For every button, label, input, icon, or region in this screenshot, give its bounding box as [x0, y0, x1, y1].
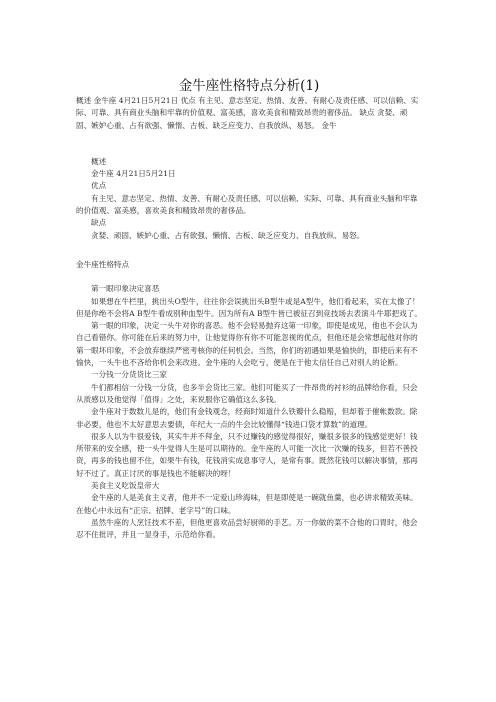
- subsection-heading: 第一眼印象决定喜恶: [91, 284, 160, 294]
- subsection-heading: 一分钱一分货货比三家: [91, 370, 167, 380]
- overview-heading: 概述: [91, 156, 107, 166]
- overview-pros-text: 有主见、意志坚定、热情、友善、有耐心及责任感、可以信赖、实际、可靠、具有商业头脑和牢靠的价值观、富美感，喜欢美食和精致昂贵的奢侈品。: [76, 193, 418, 216]
- overview-pros-label: 优点: [91, 181, 107, 191]
- overview-cons-text: 贪婪、顽固、嫉妒心重、占有欲强、懒惰、古板、缺乏应变力、自我放纵、易怒。: [91, 230, 365, 240]
- subsection-heading: 美食主义吃饭皇帝大: [91, 481, 160, 491]
- body-paragraph: 第一眼的印象，决定一头牛对你的喜恶。他不会轻易抛弃这第一印象，即使是成见，他也不会认为自己看错你。你可能在后来的努力中，让他觉得你有你不可能忽视的优点，但他还是会常想起他对你的第一眼坏印象，不会放弃继续严密考核你的任何机会。当然，你们的初遇如果是愉快的，即使后来有不愉快，一头牛也不吝给你机会来改进。金牛座的人会吃亏，便是在于他太信任自己对别人的论断。: [76, 321, 418, 368]
- overview-cons-label: 缺点: [91, 218, 107, 228]
- section-money: [76, 369, 422, 480]
- body-paragraph: 牛们都相信一分钱一分货，也多半会货比三家。他们可能买了一件昂贵的衬衫的品牌给你看，只会从质感以及他觉得「值得」之处，来说服你它确值这么多钱。: [76, 382, 418, 404]
- body-paragraph: 如果想在牛栏里，挑出头O型牛，往往你会误挑出头B型牛或是A型牛，他们看起来，实在太像了！但是你绝不会将A B型牛看成别种血型牛。因为所有A B型牛皆已被征召到竞技场去表演斗牛耶把戏了。: [76, 296, 422, 318]
- document-title: 金牛座性格特点分析(1): [178, 78, 320, 94]
- section-heading: 金牛座性格特点: [76, 259, 130, 269]
- body-paragraph: 金牛座对于数数儿是的，他们有金钱观念，经商时知道什么铁瓣什么稳赔，但却着于催帐数款。除非必要，他也不太好意思去要债，年纪大一点的牛会比较懂得“钱进口袋才算数”的道理。: [76, 407, 418, 429]
- summary-paragraph: 概述 金牛座 4月21日5月21日 优点 有主见、意志坚定、热情、友善、有耐心及责任感、可以信赖、实际、可靠、具有商业头脑和牢靠的价值观、富美感，喜欢美食和精致昂贵的奢侈品。 缺点 贪婪、顽固、嫉妒心重、占有欲强、懒惰、古板、缺乏应变力、自我放纵、易怒。 金牛: [76, 96, 419, 130]
- body-paragraph: 虽然牛座的人烹饪技术不差，但他更喜欢品尝好厨师的手艺。万一你做的菜不合他的口胃时，他会忍不住批评，并且一显身手，示范给你看。: [76, 517, 418, 540]
- section-food: [76, 480, 422, 541]
- body-paragraph: 金牛座的人是美食主义者，他并不一定爱山珍海味，但是即使是一碗就鱼羹，也必讲求精致美味。在他心中永远有“正宗、招牌、老字号”的口味。: [76, 493, 418, 515]
- overview-block: [76, 156, 422, 242]
- overview-date-line: 金牛座 4月21日5月21日: [91, 169, 176, 179]
- section-first-impression: [76, 283, 422, 369]
- body-paragraph: 很多人以为牛很爱钱，其实牛并不拜金，只不过赚钱的感觉得很好，赚很多很多的钱感觉更好！钱所带来的安全感，使一头牛觉得人生是可以期待的。金牛座的人可能一次比一次赚的钱多，但若不善投资，再多的钱也留不住，如果牛有钱，花钱消实成息事守人，是常有事。既然花钱可以解决事情，那再好不过了。真正讨厌的事是钱也不能解决的呀！: [76, 431, 418, 478]
